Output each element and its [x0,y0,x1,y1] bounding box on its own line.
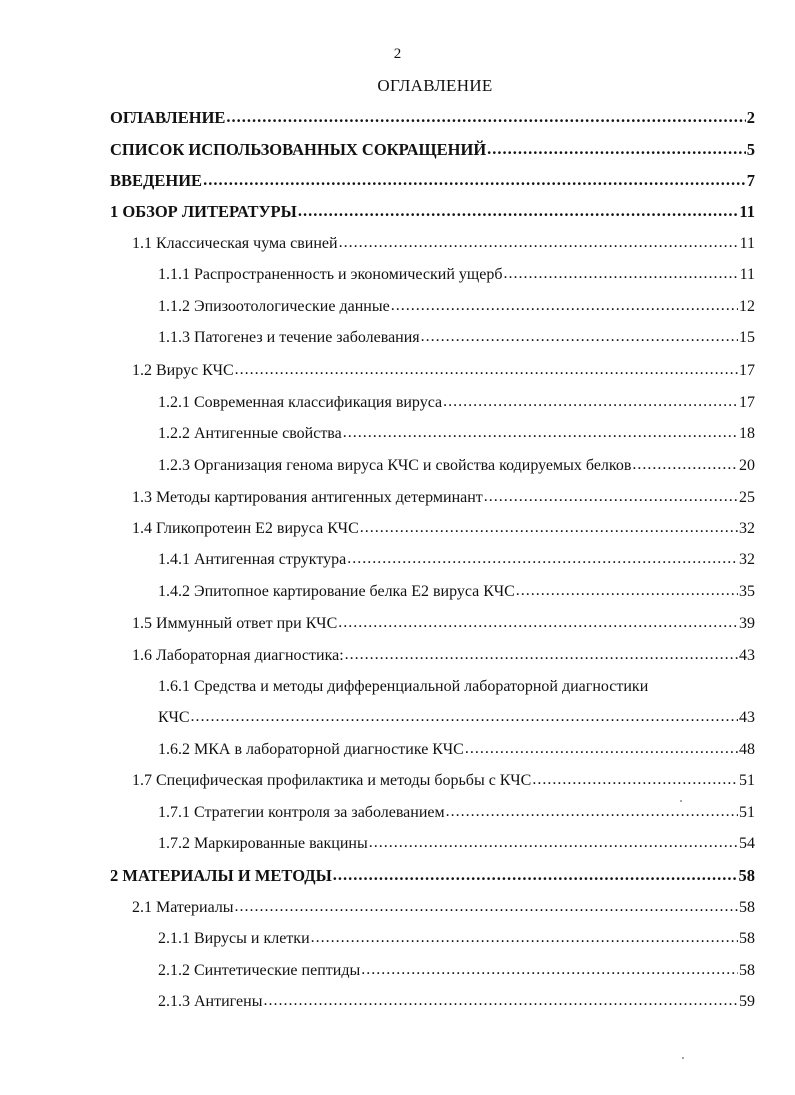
toc-entry-title: 1.4.1 Антигенная структура [158,551,347,568]
toc-leader-dots [333,865,738,885]
toc-entry-page: 58 [739,930,755,947]
toc-entry-page: 7 [746,171,755,190]
toc-leader-dots [446,802,738,822]
toc-entry-title: 2.1 Материалы [132,899,234,916]
toc-entry-1-5[interactable] [132,614,755,634]
toc-entry-abbreviations[interactable] [110,140,755,160]
toc-entry-title: 1 ОБЗОР ЛИТЕРАТУРЫ [110,202,297,221]
toc-leader-dots [632,455,738,475]
scan-speck [682,1057,684,1059]
toc-entry-title: 1.2.2 Антигенные свойства [158,425,342,442]
toc-entry-1-7-1[interactable] [158,803,755,823]
toc-entry-page: 43 [739,709,755,726]
toc-entry-title: 1.2.1 Современная классификация вируса [158,394,443,411]
toc-leader-dots [465,739,738,759]
toc-entry-page: 39 [739,615,755,632]
toc-entry-introduction[interactable] [110,171,755,191]
toc-entry-2-1-2[interactable] [158,961,755,981]
toc-leader-dots [443,392,738,412]
toc-entry-title: 1.3 Методы картирования антигенных детерминант [132,489,483,506]
toc-leader-dots [298,201,739,221]
toc-leader-dots [391,296,738,316]
toc-entry-title: 1.7 Специфическая профилактика и методы борьбы с КЧС [132,772,532,789]
toc-leader-dots [343,423,738,443]
toc-entry-1-4[interactable] [132,519,755,539]
toc-leader-dots [203,170,746,190]
toc-leader-dots [487,139,746,159]
toc-entry-title: СПИСОК ИСПОЛЬЗОВАННЫХ СОКРАЩЕНИЙ [110,140,487,159]
toc-entry-title: 1.6 Лабораторная диагностика: [132,647,344,664]
toc-entry-title: КЧС [158,709,190,726]
toc-entry-page: 2 [746,108,755,127]
toc-leader-dots [532,770,738,790]
toc-entry-title: 1.1 Классическая чума свиней [132,235,338,252]
toc-entry-page: 17 [739,362,755,379]
toc-entry-page: 32 [739,520,755,537]
toc-entry-1-1-3[interactable] [158,328,755,348]
toc-leader-dots [347,549,738,569]
toc-entry-page: 51 [739,772,755,789]
toc-entry-page: 11 [739,235,755,252]
toc-heading: ОГЛАВЛЕНИЕ [377,76,493,95]
toc-entry-title: 1.2.3 Организация генома вируса КЧС и свойства кодируемых белков [158,457,632,474]
toc-leader-dots [235,897,738,917]
toc-entry-page: 59 [739,993,755,1010]
toc-entry-title: 1.1.3 Патогенез и течение заболевания [158,329,420,346]
toc-entry-title: 2.1.1 Вирусы и клетки [158,930,310,947]
toc-entry-page: 54 [739,835,755,852]
toc-entry-page: 58 [738,866,755,885]
toc-leader-dots [311,928,738,948]
toc-leader-dots [191,707,738,727]
toc-entry-page: 25 [739,489,755,506]
toc-entry-2-1-3[interactable] [158,992,755,1012]
toc-leader-dots [516,581,738,601]
toc-entry-title: 1.7.2 Маркированные вакцины [158,835,368,852]
toc-leader-dots [226,107,745,127]
toc-entry-2-1-1[interactable] [158,929,755,949]
toc-entry-1-6[interactable] [132,646,755,666]
toc-entry-title: 1.7.1 Стратегии контроля за заболеванием [158,804,445,821]
toc-leader-dots [263,991,738,1011]
toc-entry-page: 20 [739,457,755,474]
toc-entry-title: 1.6.2 МКА в лабораторной диагностике КЧС [158,741,464,758]
toc-leader-dots [235,360,738,380]
toc-entry-title: 2.1.2 Синтетические пептиды [158,962,361,979]
scan-speck [680,800,682,802]
toc-entry-page: 32 [739,551,755,568]
toc-entry-contents[interactable] [110,108,755,128]
toc-leader-dots [339,233,739,253]
toc-leader-dots [360,518,738,538]
toc-entry-title: 1.4.2 Эпитопное картирование белка Е2 вируса КЧС [158,583,515,600]
toc-leader-dots [421,327,738,347]
toc-entry-materials-methods[interactable] [110,866,755,886]
toc-entry-page: 35 [739,583,755,600]
page-number: 2 [393,46,402,62]
toc-entry-title: 1.1.2 Эпизоотологические данные [158,298,390,315]
toc-entry-page: 17 [739,394,755,411]
toc-entry-page: 5 [746,140,755,159]
toc-entry-1-1[interactable] [132,234,755,254]
toc-entry-1-7-2[interactable] [158,834,755,854]
toc-entry-page: 43 [739,647,755,664]
toc-leader-dots [361,960,738,980]
toc-entry-1-2-2[interactable] [158,424,755,444]
toc-entry-1-1-2[interactable] [158,297,755,317]
toc-entry-2-1[interactable] [132,898,755,918]
toc-entry-title: ВВЕДЕНИЕ [110,171,203,190]
toc-entry-1-6-1[interactable] [158,708,755,728]
toc-entry-title: 2.1.3 Антигены [158,993,263,1010]
toc-entry-1-2-3[interactable] [158,456,755,476]
toc-entry-1-6-2[interactable] [158,740,755,760]
toc-entry-page: 18 [739,425,755,442]
toc-entry-page: 48 [739,741,755,758]
toc-entry-1-3[interactable] [132,488,755,508]
toc-entry-page: 11 [739,266,755,283]
toc-entry-title: ОГЛАВЛЕНИЕ [110,108,226,127]
toc-entry-page: 12 [739,298,755,315]
toc-entry-literature-review[interactable] [110,202,755,222]
toc-entry-title: 1.4 Гликопротеин Е2 вируса КЧС [132,520,359,537]
toc-entry-1-4-1[interactable] [158,550,755,570]
toc-leader-dots [484,487,738,507]
toc-leader-dots [338,613,738,633]
toc-leader-dots [369,833,738,853]
toc-entry-page: 51 [739,804,755,821]
toc-entry-1-6-1-line1[interactable]: 1.6.1 Средства и методы дифференциальной лабораторной диагностики [158,678,649,695]
toc-entry-1-1-1[interactable] [158,265,755,285]
toc-entry-1-4-2[interactable] [158,582,755,602]
toc-leader-dots [503,264,738,284]
toc-entry-title: 2 МАТЕРИАЛЫ И МЕТОДЫ [110,866,332,885]
toc-entry-page: 58 [739,899,755,916]
toc-entry-page: 15 [739,329,755,346]
toc-entry-1-7[interactable] [132,771,755,791]
toc-entry-1-2[interactable] [132,361,755,381]
toc-leader-dots [345,645,738,665]
toc-entry-page: 11 [739,202,755,221]
toc-entry-title: 1.1.1 Распространенность и экономический ущерб [158,266,503,283]
toc-entry-title: 1.2 Вирус КЧС [132,362,234,379]
toc-entry-page: 58 [739,962,755,979]
toc-entry-title: 1.5 Иммунный ответ при КЧС [132,615,338,632]
toc-entry-1-2-1[interactable] [158,393,755,413]
